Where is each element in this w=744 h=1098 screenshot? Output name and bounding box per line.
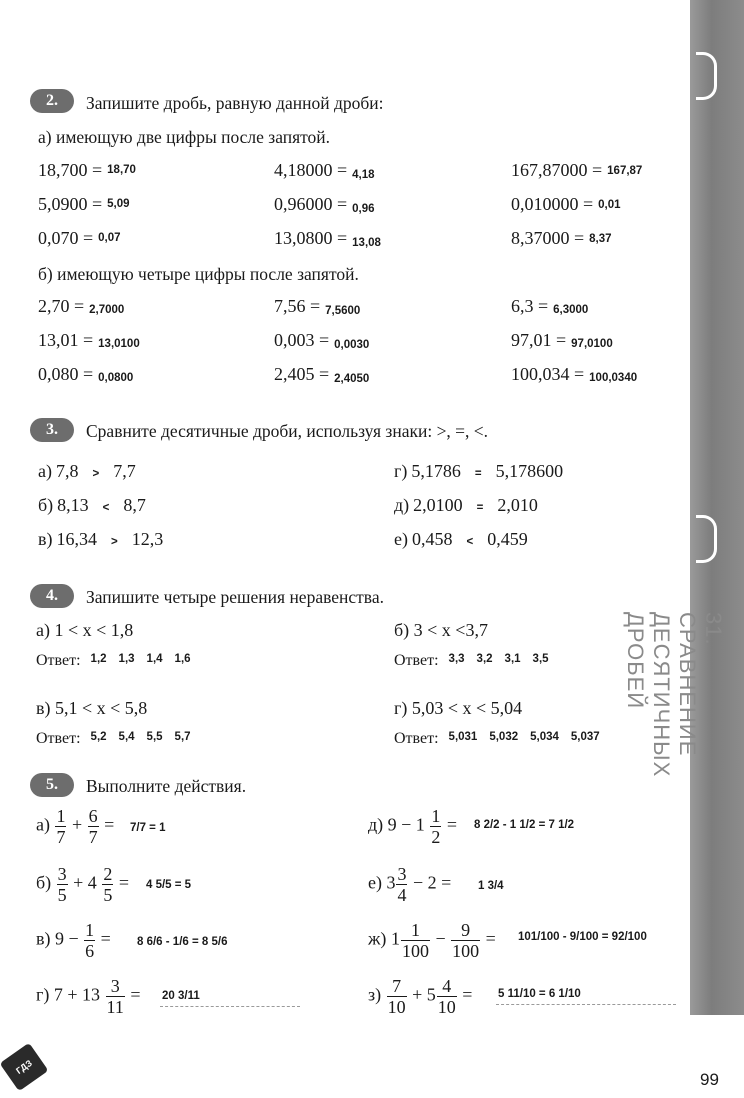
ex5-z-answer: 5 11/10 = 6 1/10	[498, 988, 581, 1000]
ex4-answer-value: 5,4	[118, 731, 135, 743]
ex4-answer-value: 5,037	[570, 731, 600, 743]
ex2-a-question: 13,0800 =	[274, 228, 348, 248]
ex5-b-answer: 4 5/5 = 5	[146, 879, 192, 891]
ex2-a-item	[511, 194, 621, 215]
ex4-answer-value: 5,5	[146, 731, 163, 743]
ex2-b-item	[274, 364, 369, 385]
ex4-answer-value: 1,4	[146, 653, 163, 665]
corner-logo: ГДЗ	[0, 1043, 48, 1092]
ex5-d-answer: 8 2/2 - 1 1/2 = 7 1/2	[474, 819, 575, 831]
ex5-number: 5.	[30, 773, 74, 797]
ex3-item	[394, 529, 528, 550]
ex4-answer-label: Ответ:	[394, 652, 439, 669]
ex3-item	[38, 461, 136, 482]
ex3-left: 8,13	[57, 495, 89, 515]
ex4-inequality: в) 5,1 < x < 5,8	[36, 698, 148, 718]
ex2-a-question: 5,0900 =	[38, 194, 103, 214]
ex2-b-question: 97,01 =	[511, 330, 567, 350]
ex4-answer-value: 3,1	[504, 653, 521, 665]
ex2-b-item	[38, 364, 133, 385]
ex4-answer-value: 3,3	[448, 653, 465, 665]
ex4-answer-value: 5,2	[90, 731, 107, 743]
ex4-answer-label: Ответ:	[36, 730, 81, 747]
ex3-sign: <	[466, 536, 474, 548]
ex2-b-answer: 2,7000	[89, 304, 125, 316]
ex2-a-item	[38, 228, 121, 249]
ex2-b-question: 2,405 =	[274, 364, 330, 384]
ex2-number: 2.	[30, 89, 74, 113]
ex4-answer-value: 5,7	[174, 731, 191, 743]
ex5-e-expr: е) 3 $\frac{3}{4}$ − 2 =	[368, 864, 452, 905]
ex4-answer-value: 5,032	[489, 731, 519, 743]
ex3-sign: =	[476, 502, 484, 514]
ex3-label: г)	[394, 461, 408, 481]
ex3-right: 8,7	[123, 495, 146, 515]
ex5-z-answer-line	[496, 1004, 676, 1005]
ex5-a-expr: а) $\frac{1}{7}$ + $\frac{6}{7}$ =	[36, 806, 115, 847]
ex2-part-a: а) имеющую две цифры после запятой.	[38, 127, 331, 147]
ex2-b-item	[511, 296, 588, 317]
ex2-a-item	[274, 194, 375, 215]
ex4-inequality: б) 3 < x <3,7	[394, 620, 488, 640]
ex3-label: д)	[394, 495, 410, 515]
ex5-g-answer: 20 3/11	[162, 990, 200, 1002]
ex2-a-question: 4,18000 =	[274, 160, 348, 180]
ex2-b-item	[38, 330, 140, 351]
ex4-answer-value: 5,031	[448, 731, 478, 743]
ex4-answer-label: Ответ:	[394, 730, 439, 747]
ex5-g-answer-line	[160, 1006, 300, 1007]
ex4-answer-value: 3,5	[532, 653, 549, 665]
ex2-a-answer: 8,37	[589, 233, 612, 245]
ex2-a-question: 8,37000 =	[511, 228, 585, 248]
ex2-a-answer: 0,07	[98, 232, 121, 244]
ex4-answer-line	[394, 730, 600, 748]
ex5-zh-answer: 101/100 - 9/100 = 92/100	[518, 931, 647, 943]
ex2-a-answer: 4,18	[352, 169, 375, 181]
ex2-b-question: 0,080 =	[38, 364, 94, 384]
ex4-title: Запишите четыре решения неравенства.	[86, 587, 384, 607]
ex3-sign: >	[111, 536, 118, 548]
ex2-a-answer: 5,09	[107, 198, 130, 210]
ex5-e-answer: 1 3/4	[478, 880, 504, 892]
ex2-b-question: 2,70 =	[38, 296, 85, 316]
ex2-b-question: 13,01 =	[38, 330, 94, 350]
ex2-a-item	[274, 228, 381, 249]
ex2-a-answer: 0,96	[352, 203, 375, 215]
ex3-right: 5,178600	[495, 461, 564, 481]
ex4-inequality: а) 1 < x < 1,8	[36, 620, 134, 640]
ex3-left: 7,8	[55, 461, 79, 481]
ex2-b-question: 100,034 =	[511, 364, 585, 384]
ex2-a-answer: 13,08	[352, 237, 381, 249]
ex2-b-item	[274, 296, 360, 317]
ex3-item	[38, 529, 163, 550]
ex2-title: Запишите дробь, равную данной дроби:	[86, 93, 384, 113]
ex4-answer-label: Ответ:	[36, 652, 81, 669]
ex2-a-question: 18,700 =	[38, 160, 103, 180]
ex2-b-question: 7,56 =	[274, 296, 321, 316]
ex2-b-answer: 100,0340	[589, 372, 638, 384]
ex3-right: 7,7	[113, 461, 136, 481]
ex3-item	[38, 495, 146, 516]
ex5-zh-expr: ж) 1 $\frac{1}{100}$ − $\frac{9}{100}$ =	[368, 920, 496, 961]
ex3-right: 12,3	[131, 529, 164, 549]
ex2-a-answer: 18,70	[107, 164, 136, 176]
ex2-a-item	[38, 194, 130, 215]
chapter-sidebar	[690, 0, 744, 1015]
side-title: 31. СРАВНЕНИЕ ДЕСЯТИЧНЫХ ДРОБЕЙ	[623, 612, 726, 778]
ex2-b-item	[274, 330, 369, 351]
ex3-number: 3.	[30, 418, 74, 442]
ex2-a-answer: 167,87	[607, 165, 643, 177]
ex3-item	[394, 461, 563, 482]
ex2-b-question: 6,3 =	[511, 296, 549, 316]
ex4-answer-value: 3,2	[476, 653, 493, 665]
ex3-label: б)	[38, 495, 54, 515]
ex3-sign: =	[474, 468, 482, 480]
ex4-answer-value: 1,2	[90, 653, 107, 665]
ex3-left: 0,458	[411, 529, 453, 549]
ex2-a-question: 0,010000 =	[511, 194, 594, 214]
ex5-title: Выполните действия.	[86, 776, 247, 796]
ex5-v-expr: в) 9 − $\frac{1}{6}$ =	[36, 920, 111, 961]
ex3-item	[394, 495, 538, 516]
ex2-b-item	[38, 296, 124, 317]
ex2-b-answer: 7,5600	[325, 305, 361, 317]
ex2-a-question: 0,96000 =	[274, 194, 348, 214]
ex4-answer-value: 5,034	[530, 731, 559, 743]
ex3-label: е)	[394, 529, 408, 549]
ex2-b-answer: 2,4050	[334, 373, 370, 385]
ex2-b-answer: 6,3000	[553, 304, 589, 316]
ex3-left: 2,0100	[413, 495, 463, 515]
ex3-left: 5,1786	[411, 461, 461, 481]
ex3-right: 0,459	[487, 529, 528, 549]
ex2-b-item	[511, 330, 613, 351]
ex4-answer-line	[36, 730, 191, 748]
chapter-tab-bottom	[696, 515, 717, 563]
ex2-a-item	[38, 160, 136, 181]
ex5-b-expr: б) $\frac{3}{5}$ + 4 $\frac{2}{5}$ =	[36, 864, 129, 905]
ex5-v-answer: 8 6/6 - 1/6 = 8 5/6	[137, 936, 228, 948]
ex4-answer-line	[36, 652, 191, 670]
ex4-answer-line	[394, 652, 549, 670]
ex5-z-expr: з) $\frac{7}{10}$ + 5 $\frac{4}{10}$ =	[368, 976, 473, 1017]
page-number: 99	[700, 1070, 719, 1089]
ex3-right: 2,010	[497, 495, 538, 515]
ex2-b-answer: 97,0100	[571, 338, 613, 350]
ex3-label: а)	[38, 461, 52, 481]
ex2-a-item	[511, 160, 642, 181]
ex2-b-answer: 0,0800	[98, 372, 134, 384]
ex3-sign: <	[102, 502, 110, 514]
ex2-b-question: 0,003 =	[274, 330, 330, 350]
ex4-inequality: г) 5,03 < x < 5,04	[394, 698, 523, 718]
ex2-a-question: 0,070 =	[38, 228, 94, 248]
ex5-d-expr: д) 9 − 1 $\frac{1}{2}$ =	[368, 806, 457, 847]
ex3-title: Сравните десятичные дроби, используя знаки: >, =, <.	[86, 421, 489, 441]
ex4-answer-value: 1,6	[174, 653, 191, 665]
ex2-b-answer: 0,0030	[334, 339, 370, 351]
ex2-b-answer: 13,0100	[98, 338, 140, 350]
chapter-tab-top	[696, 52, 717, 100]
ex2-b-item	[511, 364, 637, 385]
ex5-g-expr: г) 7 + 13 $\frac{3}{11}$ =	[36, 976, 141, 1017]
ex3-sign: >	[92, 468, 100, 480]
ex2-part-b: б) имеющую четыре цифры после запятой.	[38, 264, 359, 284]
ex2-a-answer: 0,01	[598, 199, 621, 211]
ex5-a-answer: 7/7 = 1	[130, 822, 166, 834]
ex2-a-question: 167,87000 =	[511, 160, 603, 180]
ex3-left: 16,34	[56, 529, 97, 549]
ex4-number: 4.	[30, 584, 74, 608]
ex2-a-item	[511, 228, 612, 249]
ex2-a-item	[274, 160, 375, 181]
ex3-label: в)	[38, 529, 53, 549]
ex4-answer-value: 1,3	[118, 653, 135, 665]
